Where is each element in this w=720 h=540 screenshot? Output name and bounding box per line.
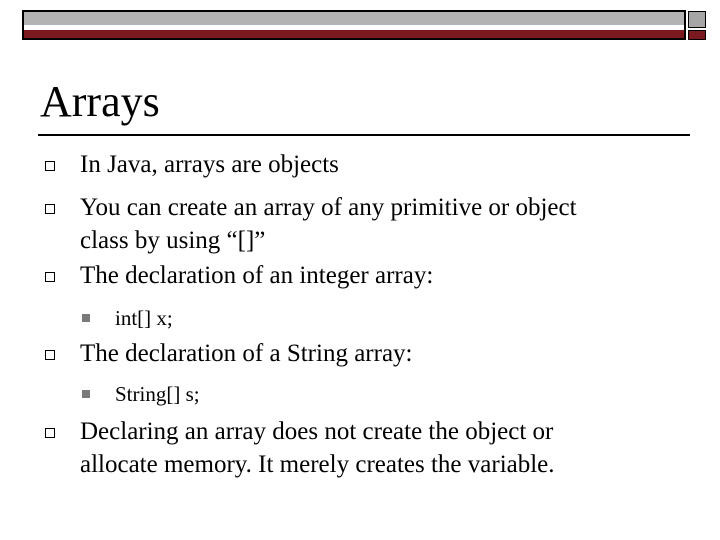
filled-square-sub-bullet-icon xyxy=(82,314,90,322)
hollow-square-bullet-icon xyxy=(45,204,55,214)
sub-bullet-code: int[] x; xyxy=(115,306,173,330)
bullet-text-line1: Declaring an array does not create the object or xyxy=(80,418,554,445)
hollow-square-bullet-icon xyxy=(45,272,55,282)
hollow-square-bullet-icon xyxy=(45,350,55,360)
hollow-square-bullet-icon xyxy=(45,428,55,438)
filled-square-sub-bullet-icon xyxy=(82,390,90,398)
hollow-square-bullet-icon xyxy=(45,161,55,171)
sub-bullet-code: String[] s; xyxy=(115,382,200,406)
bullet-text: The declaration of an integer array: xyxy=(80,262,434,289)
bullet-text-line2: class by using “[]” xyxy=(80,227,266,254)
bullet-text: The declaration of a String array: xyxy=(80,340,413,367)
bullet-text-line1: You can create an array of any primitive or object xyxy=(80,194,577,221)
slide-title: Arrays xyxy=(40,77,160,126)
bullet-text-line2: allocate memory. It merely creates the variable. xyxy=(80,451,555,478)
bullet-text: In Java, arrays are objects xyxy=(80,151,339,178)
